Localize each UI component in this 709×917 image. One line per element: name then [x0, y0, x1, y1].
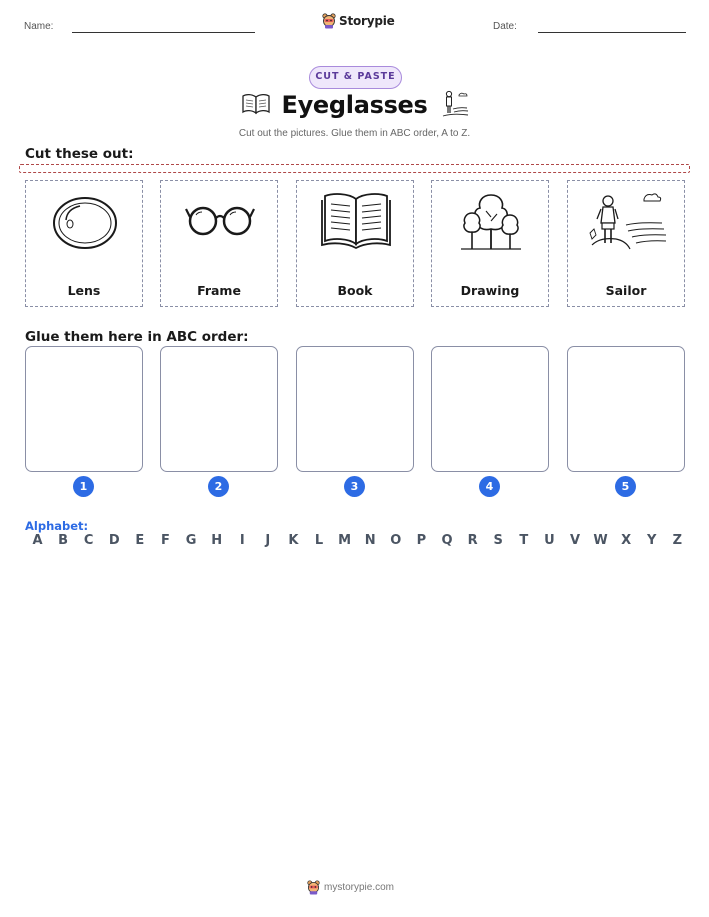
alphabet-letter: H — [211, 533, 223, 548]
alphabet-letter: Z — [672, 533, 683, 548]
alphabet-letter: I — [239, 533, 245, 548]
open-book-icon — [311, 187, 401, 257]
lens-icon — [40, 187, 130, 257]
eyeglasses-icon — [175, 187, 265, 257]
card-label: Book — [337, 283, 373, 298]
alphabet-letter: V — [569, 533, 580, 548]
sailor-icon — [582, 187, 672, 257]
glue-box-5[interactable] — [567, 346, 685, 472]
glue-heading: Glue them here in ABC order: — [25, 329, 249, 345]
alphabet-label: Alphabet: — [25, 519, 89, 533]
storypie-mascot-icon — [322, 13, 336, 29]
alphabet-letter: D — [108, 533, 120, 548]
alphabet-letter: R — [467, 533, 478, 548]
alphabet-letter: P — [416, 533, 427, 548]
alphabet-letter: B — [58, 533, 69, 548]
glue-box-2[interactable] — [160, 346, 278, 472]
instructions: Cut out the pictures. Glue them in ABC order, A to Z. — [238, 128, 471, 139]
alphabet-letter: G — [185, 533, 197, 548]
alphabet-letter: F — [161, 533, 170, 548]
alphabet-letter: A — [32, 533, 43, 548]
glue-box-3[interactable] — [296, 346, 414, 472]
cut-card-book[interactable] — [296, 180, 414, 307]
cut-card-lens[interactable] — [25, 180, 143, 307]
alphabet-letter: N — [364, 533, 376, 548]
number-badge: 1 — [73, 476, 94, 497]
alphabet-letter: L — [314, 533, 324, 548]
cut-heading: Cut these out: — [25, 146, 134, 162]
footer — [307, 880, 394, 895]
title-row — [0, 89, 709, 127]
glue-box-1[interactable] — [25, 346, 143, 472]
activity-type-badge: CUT & PASTE — [309, 66, 402, 89]
name-line[interactable] — [72, 32, 255, 33]
card-label: Drawing — [460, 283, 520, 298]
page-title: Eyeglasses — [281, 91, 428, 119]
alphabet-letter: O — [390, 533, 402, 548]
alphabet-letter: M — [338, 533, 352, 548]
name-label: Name: — [24, 21, 54, 32]
alphabet-letter: U — [544, 533, 555, 548]
trees-drawing-icon — [446, 187, 536, 257]
alphabet-letter: X — [621, 533, 632, 548]
cut-card-sailor[interactable] — [567, 180, 685, 307]
card-label: Frame — [197, 283, 241, 298]
storypie-mascot-icon — [307, 880, 320, 895]
alphabet-letter: S — [493, 533, 503, 548]
alphabet-letter: W — [593, 533, 608, 548]
date-line[interactable] — [538, 32, 686, 33]
alphabet-letter: T — [519, 533, 529, 548]
brand-name: Storypie — [339, 14, 395, 28]
number-badge: 3 — [344, 476, 365, 497]
alphabet-letter: K — [288, 533, 299, 548]
alphabet-letter: J — [265, 533, 271, 548]
sailor-icon — [441, 89, 469, 119]
number-badge: 2 — [208, 476, 229, 497]
cut-card-frame[interactable] — [160, 180, 278, 307]
alphabet-letter: C — [83, 533, 94, 548]
alphabet-row — [25, 533, 690, 548]
footer-url[interactable]: mystorypie.com — [324, 882, 395, 893]
number-badge: 5 — [615, 476, 636, 497]
alphabet-letter: E — [135, 533, 145, 548]
card-label: Lens — [67, 283, 101, 298]
date-label: Date: — [493, 21, 517, 32]
alphabet-letter: Q — [441, 533, 453, 548]
number-badge: 4 — [479, 476, 500, 497]
card-label: Sailor — [605, 283, 647, 298]
glue-box-4[interactable] — [431, 346, 549, 472]
alphabet-letter: Y — [647, 533, 657, 548]
cut-card-drawing[interactable] — [431, 180, 549, 307]
brand-logo — [322, 13, 395, 29]
cut-line — [19, 164, 690, 173]
